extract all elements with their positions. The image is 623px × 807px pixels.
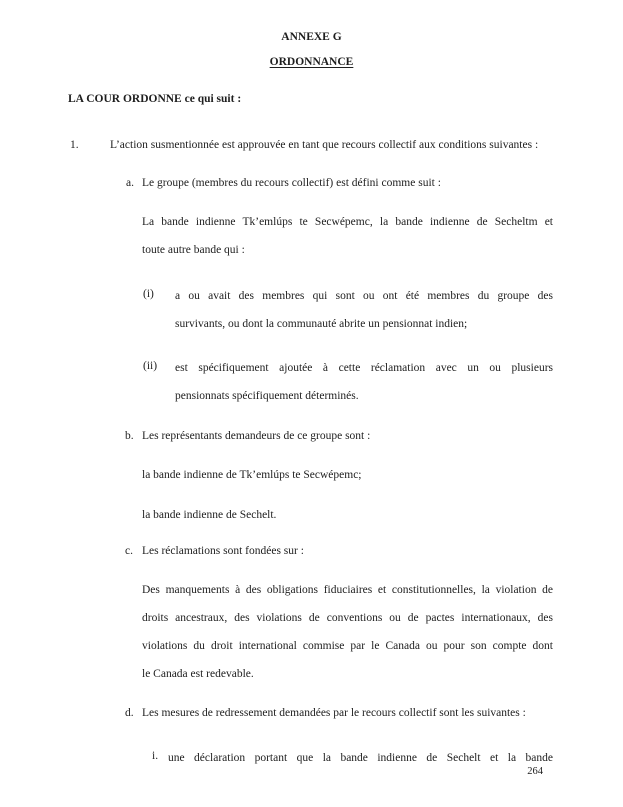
item-a-intro: Le groupe (membres du recours collectif) est défini comme suit : [142, 177, 441, 189]
item-d-label: d. [125, 707, 134, 719]
item-i-label: (i) [143, 288, 154, 300]
paragraph-line: le Canada est redevable. [142, 668, 254, 680]
item-1-number: 1. [70, 139, 79, 151]
ordinance-title-text: ORDONNANCE [269, 56, 354, 68]
paragraph-line: droits ancestraux, des violations de conventions ou de pactes internationaux, des [142, 612, 553, 624]
page-number: 264 [527, 766, 543, 777]
representative-plaintiff-2: la bande indienne de Sechelt. [142, 509, 277, 521]
court-orders-heading: LA COUR ORDONNE ce qui suit : [68, 93, 242, 105]
annex-title: ANNEXE G [281, 31, 342, 43]
item-1-text: L’action susmentionnée est approuvée en tant que recours collectif aux conditions suivantes : [110, 139, 539, 151]
relief-declaration-paragraph [168, 744, 553, 772]
item-b-intro: Les représentants demandeurs de ce groupe sont : [142, 430, 371, 442]
clause-ii-paragraph [175, 354, 553, 410]
representative-plaintiff-1: la bande indienne de Tk’emlúps te Secwépemc; [142, 469, 362, 481]
item-a-label: a. [126, 177, 134, 189]
clause-i-paragraph [175, 282, 553, 338]
paragraph-line: pensionnats spécifiquement déterminés. [175, 390, 359, 402]
item-ii-label: (ii) [143, 360, 158, 372]
paragraph-line: a ou avait des membres qui sont ou ont été membres du groupe des [175, 290, 553, 302]
item-d-i-label: i. [152, 750, 159, 762]
item-b-label: b. [125, 430, 134, 442]
paragraph-line: violations du droit international commise par le Canada ou pour son compte dont [142, 640, 553, 652]
item-d-intro: Les mesures de redressement demandées par le recours collectif sont les suivantes : [142, 707, 526, 719]
claims-basis-paragraph [142, 576, 553, 688]
paragraph-line: est spécifiquement ajoutée à cette réclamation avec un ou plusieurs [175, 362, 553, 374]
item-c-intro: Les réclamations sont fondées sur : [142, 545, 304, 557]
paragraph-line: survivants, ou dont la communauté abrite un pensionnat indien; [175, 318, 468, 330]
paragraph-line: toute autre bande qui : [142, 244, 245, 256]
paragraph-line: une déclaration portant que la bande indienne de Sechelt et la bande [168, 752, 553, 764]
group-definition-paragraph [142, 208, 553, 264]
ordinance-title [0, 56, 623, 68]
paragraph-line: La bande indienne Tk’emlúps te Secwépemc, la bande indienne de Secheltm et [142, 216, 553, 228]
item-c-label: c. [125, 545, 133, 557]
paragraph-line: Des manquements à des obligations fiduciaires et constitutionnelles, la violation de [142, 584, 553, 596]
